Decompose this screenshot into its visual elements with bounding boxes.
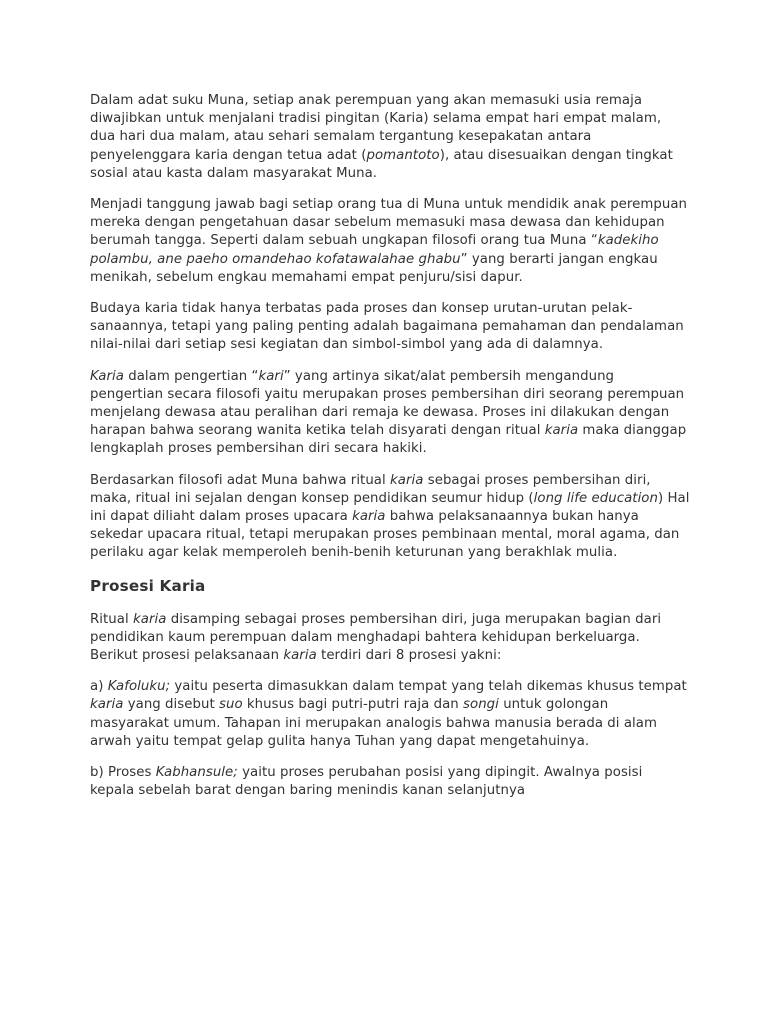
text: Dalam adat suku Muna, setiap anak perempuan yang akan memasuki usia remaja diwajibkan untuk menjalani tradisi pingitan (Karia) selama empat hari empat malam, dua hari dua malam, atau sehari semalam tergantung kesepakatan antara penyelenggara karia dengan tetua adat ( [90,93,662,163]
text: a) [90,679,108,695]
italic-term: karia [133,611,167,627]
text: ” yang berarti jangan engkau menikah, sebelum engkau memahami empat penjuru/sisi dapur. [90,251,658,285]
italic-term: karia [90,697,124,713]
italic-term: karia [283,648,317,664]
italic-term: kari [258,368,284,384]
text: dalam pengertian “ [123,368,259,384]
paragraph-6 [90,611,690,666]
italic-term: suo [219,697,243,713]
italic-term: kadekiho polambu, ane paeho omandehao kofatawalahae ghabu [90,233,659,267]
paragraph-1 [90,92,690,183]
text: b) Proses [90,765,156,781]
italic-term: karia [544,423,579,439]
document-page [90,92,690,814]
text: ) Hal ini dapat diliaht dalam proses upacara [90,490,690,525]
text: Budaya karia tidak hanya terbatas pada proses dan konsep urutan-urutan pelak-sanaannya, tetapi yang paling penting adalah bagaimana pemahaman dan pendalaman nilai-nilai dari setiap sesi kegiatan dan simbol-simbol yang ada di dalamnya. [90,301,684,353]
text: Ritual [90,611,133,627]
text: Berdasarkan filosofi adat Muna bahwa ritual [90,472,391,488]
paragraph-2 [90,196,690,287]
italic-term: long life education [533,490,658,506]
italic-term: karia [390,472,424,488]
text: ” yang artinya sikat/alat pembersih mengandung pengertian secara filosofi yaitu merupakan proses pembersihan diri seorang perempuan menjelang dewasa atau peralihan dari remaja ke dewasa. Proses ini dilakukan dengan harapan bahwa seorang wanita ketika telah disyarati dengan ritual [90,368,685,439]
paragraph-7 [90,678,690,751]
text: khusus bagi putri-putri raja dan [242,697,464,713]
italic-term: Kabhansule; [155,765,238,781]
text: yang disebut [123,697,220,713]
text: disamping sebagai proses pembersihan diri, juga merupakan bagian dari pendidikan kaum perempuan dalam menghadapi bahtera kehidupan berkeluarga. Berikut prosesi pelaksanaan [90,611,662,664]
paragraph-5 [90,472,690,563]
text: sebagai proses pembersihan diri, maka, ritual ini sejalan dengan konsep pendidikan seumur hidup ( [90,472,651,506]
text: bahwa pelaksanaannya bukan hanya sekedar upacara ritual, tetapi merupakan proses pembinaan mental, moral agama, dan perilaku agar kelak memperoleh benih-benih keturunan yang berakhlak mulia. [90,509,680,561]
text: ), atau disesuaikan dengan tingkat sosial atau kasta dalam masyarakat Muna. [90,147,673,181]
paragraph-8 [90,764,690,800]
italic-term: Karia [90,368,124,384]
text: untuk golongan masyarakat umum. Tahapan ini merupakan analogis bahwa manusia berada di alam arwah yaitu tempat gelap gulita hanya Tuhan yang dapat mengetahuinya. [90,697,657,749]
text: yaitu proses perubahan posisi yang dipingit. Awalnya posisi kepala sebelah barat dengan baring menindis kanan selanjutnya [90,765,643,799]
italic-term: Kafoluku; [107,679,171,695]
paragraph-4 [90,368,690,459]
text: terdiri dari 8 prosesi yakni: [316,648,502,664]
paragraph-3 [90,300,690,355]
italic-term: karia [352,509,386,525]
text: Menjadi tanggung jawab bagi setiap orang tua di Muna untuk mendidik anak perempuan mereka dengan pengetahuan dasar sebelum memasuki masa dewasa dan kehidupan berumah tangga. Seperti dalam sebuah ungkapan filosofi orang tua Muna “ [90,197,688,249]
section-heading [90,576,690,596]
italic-term: songi [463,697,499,713]
text: maka dianggap lengkaplah proses pembersihan diri secara hakiki. [90,423,687,457]
text: yaitu peserta dimasukkan dalam tempat yang telah dikemas khusus tempat [170,679,687,695]
heading-text: Prosesi Karia [90,576,206,595]
italic-term: pomantoto [366,147,440,163]
